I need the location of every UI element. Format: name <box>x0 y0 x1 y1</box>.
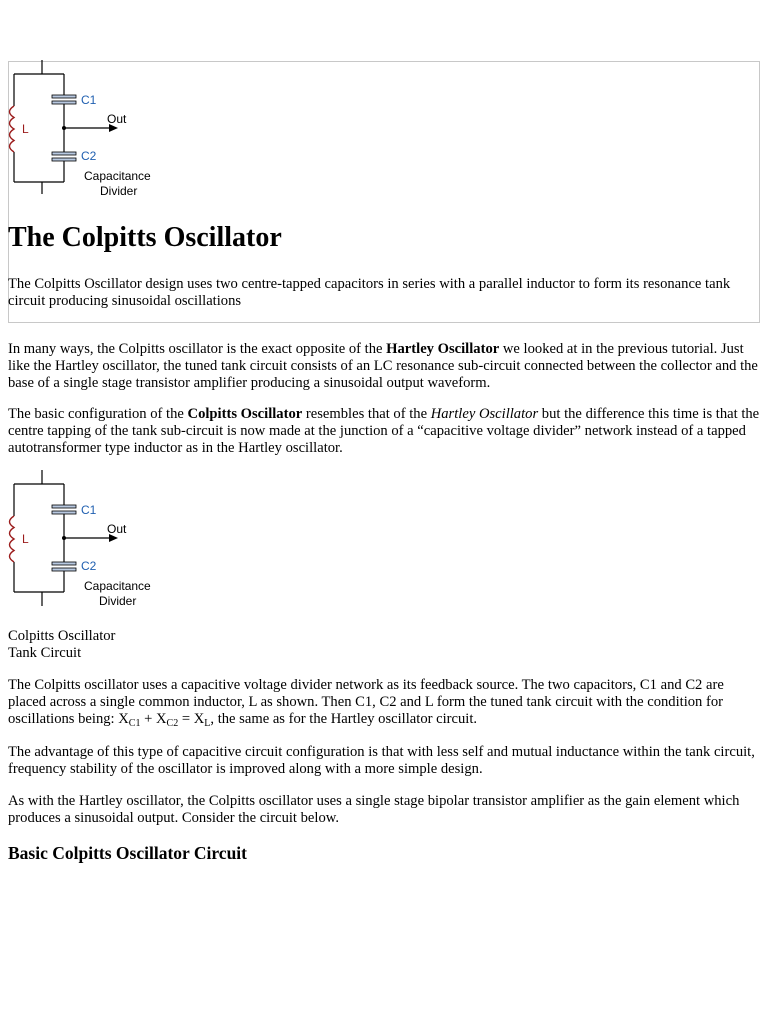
paragraph-2: The basic configuration of the Colpitts Oscillator resembles that of the Hartley Oscillator but the difference this time is that the centre tapping of the tank sub-circuit is now made at the junction of a “capacitive voltage divider” network instead of a tapped autotransformer type inductor as in the Hartley oscillator. <box>8 406 760 456</box>
capacitor-c2-icon <box>52 152 76 155</box>
cap2-label: C2 <box>81 559 97 573</box>
inductor-label: L <box>22 122 29 136</box>
cap2-label: C2 <box>81 149 97 163</box>
inductor-label: L <box>22 532 29 546</box>
divider-label-line2: Divider <box>99 594 137 608</box>
cap1-label: C1 <box>81 93 97 107</box>
section-heading: Basic Colpitts Oscillator Circuit <box>8 843 247 863</box>
tank-circuit-diagram-2 <box>5 470 161 612</box>
capacitor-c2-icon <box>52 562 76 565</box>
tank-circuit-diagram <box>8 60 160 202</box>
inductor-icon <box>10 516 15 562</box>
paragraph-5: As with the Hartley oscillator, the Colpitts oscillator uses a single stage bipolar transistor amplifier as the gain element which produces a sinusoidal output. Consider the circuit below. <box>8 793 740 826</box>
paragraph-3: The Colpitts oscillator uses a capacitive voltage divider network as its feedback source. The two capacitors, C1 and C2 are placed across a single common inductor, L as shown. Then C1, C2 and L form the tuned tank circuit with the condition for oscillations being: $X_{C1} + X_{C2} = X_L$, the same as for the Hartley oscillator circuit. <box>8 677 724 729</box>
cap1-label: C1 <box>81 503 97 517</box>
hartley-link-text: Hartley Oscillator <box>386 341 500 357</box>
capacitor-c1-icon <box>52 505 76 508</box>
inductor-icon <box>10 106 15 152</box>
page-title: The Colpitts Oscillator <box>8 222 282 253</box>
diagram-caption: Colpitts Oscillator Tank Circuit <box>8 628 116 661</box>
divider-label-line2: Divider <box>100 184 138 198</box>
divider-label-line1: Capacitance <box>84 169 151 183</box>
out-label: Out <box>107 112 127 126</box>
paragraph-1: In many ways, the Colpitts oscillator is the exact opposite of the Hartley Oscillator we looked at in the previous tutorial. Just like the Hartley oscillator, the tuned tank circuit consists of an LC resonance sub-circuit connected between the collector and the base of a single stage transistor amplifier producing a sinusoidal output waveform. <box>8 341 758 391</box>
capacitor-c1-icon <box>52 95 76 98</box>
divider-label-line1: Capacitance <box>84 579 151 593</box>
intro-text: The Colpitts Oscillator design uses two centre-tapped capacitors in series with a parallel inductor to form its resonance tank circuit producing sinusoidal oscillations <box>8 276 731 309</box>
out-label: Out <box>107 522 127 536</box>
paragraph-4: The advantage of this type of capacitive circuit configuration is that with less self and mutual inductance within the tank circuit, frequency stability of the oscillator is improved along with a more simple design. <box>8 744 755 777</box>
